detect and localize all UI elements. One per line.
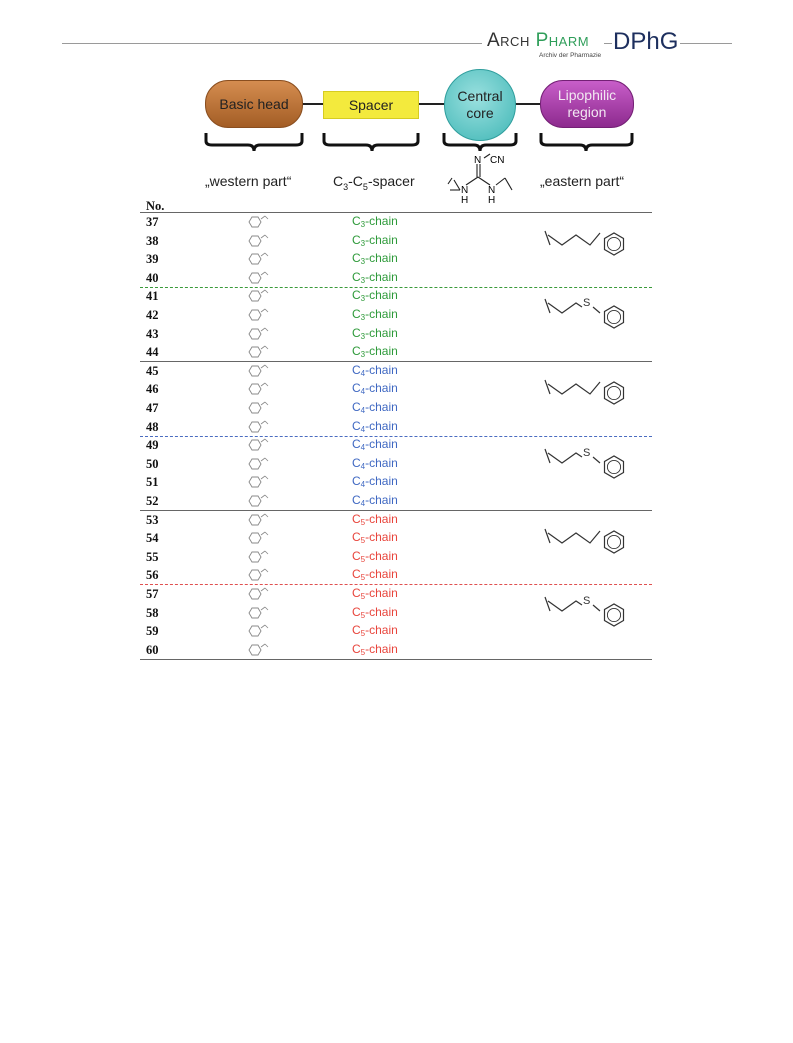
- table-header-no: No.: [146, 199, 165, 213]
- compound-number: 59: [146, 624, 159, 639]
- spacer-chain-label: $C_5$-chain: [352, 623, 398, 639]
- thioether-phenyl-structure: [545, 297, 624, 328]
- spacer-chain-label: $C_3$-chain: [352, 232, 398, 248]
- compound-number: 38: [146, 233, 159, 248]
- spacer-sub5: 5: [362, 181, 368, 192]
- spacer-chain-label: $C_3$-chain: [352, 307, 398, 322]
- spacer-chain-label: $C_4$-chain: [352, 437, 398, 453]
- spacer-chain-label: $C_5$-chain: [352, 530, 398, 546]
- compound-number: 44: [146, 345, 159, 360]
- compound-number: 53: [146, 512, 159, 527]
- spacer-c-start: C: [333, 173, 344, 189]
- spacer-chain-label: $C_4$-chain: [352, 418, 398, 434]
- compound-number: 40: [146, 270, 159, 285]
- compound-number: 51: [146, 475, 159, 490]
- compound-number: 55: [146, 549, 159, 564]
- spacer-chain-label: $C_3$-chain: [352, 344, 398, 360]
- spacer-chain-label: $C_5$-chain: [352, 548, 398, 564]
- compound-number: 48: [146, 419, 159, 434]
- spacer-c-end: -C: [348, 173, 363, 189]
- spacer-sub3: 3: [343, 181, 349, 192]
- core-atom-n-top: N: [474, 155, 482, 166]
- logo-subtitle: Archiv der Pharmazie: [539, 52, 602, 59]
- spacer-chain-label: $C_5$-chain: [352, 567, 398, 583]
- compound-number: 37: [146, 215, 159, 229]
- alkyl-phenyl-structure: [545, 380, 624, 404]
- dphg-logo: DPhG: [613, 28, 679, 55]
- core-label-line2: core: [466, 105, 494, 121]
- compound-number: 56: [146, 568, 159, 583]
- lipo-label-line2: region: [567, 104, 607, 120]
- spacer-chain-label: $C_3$-chain: [352, 325, 398, 341]
- alkyl-phenyl-structure: [545, 231, 624, 255]
- svg-text:S: S: [583, 595, 591, 607]
- logo-arch: Arch: [487, 30, 530, 51]
- compound-number: 41: [146, 289, 159, 304]
- core-label-line1: Central: [457, 88, 503, 104]
- compound-number: 58: [146, 605, 159, 620]
- spacer-chain-label: $C_5$-chain: [352, 586, 398, 601]
- compound-number: 47: [146, 401, 159, 415]
- compound-number: 57: [146, 587, 159, 601]
- core-atom-nh-left: N: [461, 185, 469, 196]
- compound-number: 60: [146, 642, 159, 657]
- spacer-chain-label: $C_4$-chain: [352, 493, 398, 508]
- alkyl-phenyl-structure: [545, 529, 624, 553]
- spacer-chain-label: $C_5$-chain: [352, 641, 398, 657]
- compound-number: 50: [146, 456, 159, 471]
- core-atom-h-right: H: [488, 195, 496, 206]
- compound-number: 39: [146, 252, 159, 267]
- compound-number: 49: [146, 438, 159, 453]
- spacer-chain-label: $C_5$-chain: [352, 604, 398, 620]
- spacer-chain-label: $C_4$-chain: [352, 455, 398, 471]
- eastern-part-label: „eastern part“: [540, 173, 625, 189]
- core-atom-cn: CN: [490, 155, 505, 166]
- compound-number: 43: [146, 326, 159, 341]
- spacer-label: Spacer: [348, 96, 394, 113]
- spacer-chain-label: $C_4$-chain: [352, 381, 398, 397]
- compound-number: 54: [146, 531, 159, 546]
- svg-text:S: S: [583, 297, 591, 309]
- spacer-chain-label: $C_4$-chain: [352, 474, 398, 490]
- thioether-phenyl-structure: [545, 595, 624, 626]
- compound-number: 46: [146, 382, 159, 397]
- spacer-chain-label: $C_3$-chain: [352, 269, 398, 285]
- spacer-chain-label: $C_3$-chain: [352, 251, 398, 267]
- core-atom-nh-right: N: [488, 185, 496, 196]
- spacer-chain-label: $C_4$-chain: [352, 400, 398, 415]
- svg-text:S: S: [583, 447, 591, 459]
- core-atom-h-left: H: [461, 195, 469, 206]
- thioether-phenyl-structure: [545, 447, 624, 478]
- lipo-label-line1: Lipophilic: [557, 87, 617, 103]
- spacer-word: -spacer: [367, 173, 415, 189]
- compound-number: 45: [146, 363, 159, 378]
- spacer-chain-label: $C_5$-chain: [352, 511, 398, 527]
- logo-pharm: Pharm: [535, 30, 590, 51]
- western-part-label: „western part“: [205, 173, 292, 189]
- compound-number: 42: [146, 308, 159, 322]
- spacer-chain-label: $C_3$-chain: [352, 214, 398, 229]
- basic-head-label: Basic head: [219, 95, 289, 112]
- compound-number: 52: [146, 494, 159, 508]
- spacer-chain-label: $C_4$-chain: [352, 362, 398, 378]
- spacer-chain-label: $C_3$-chain: [352, 288, 398, 304]
